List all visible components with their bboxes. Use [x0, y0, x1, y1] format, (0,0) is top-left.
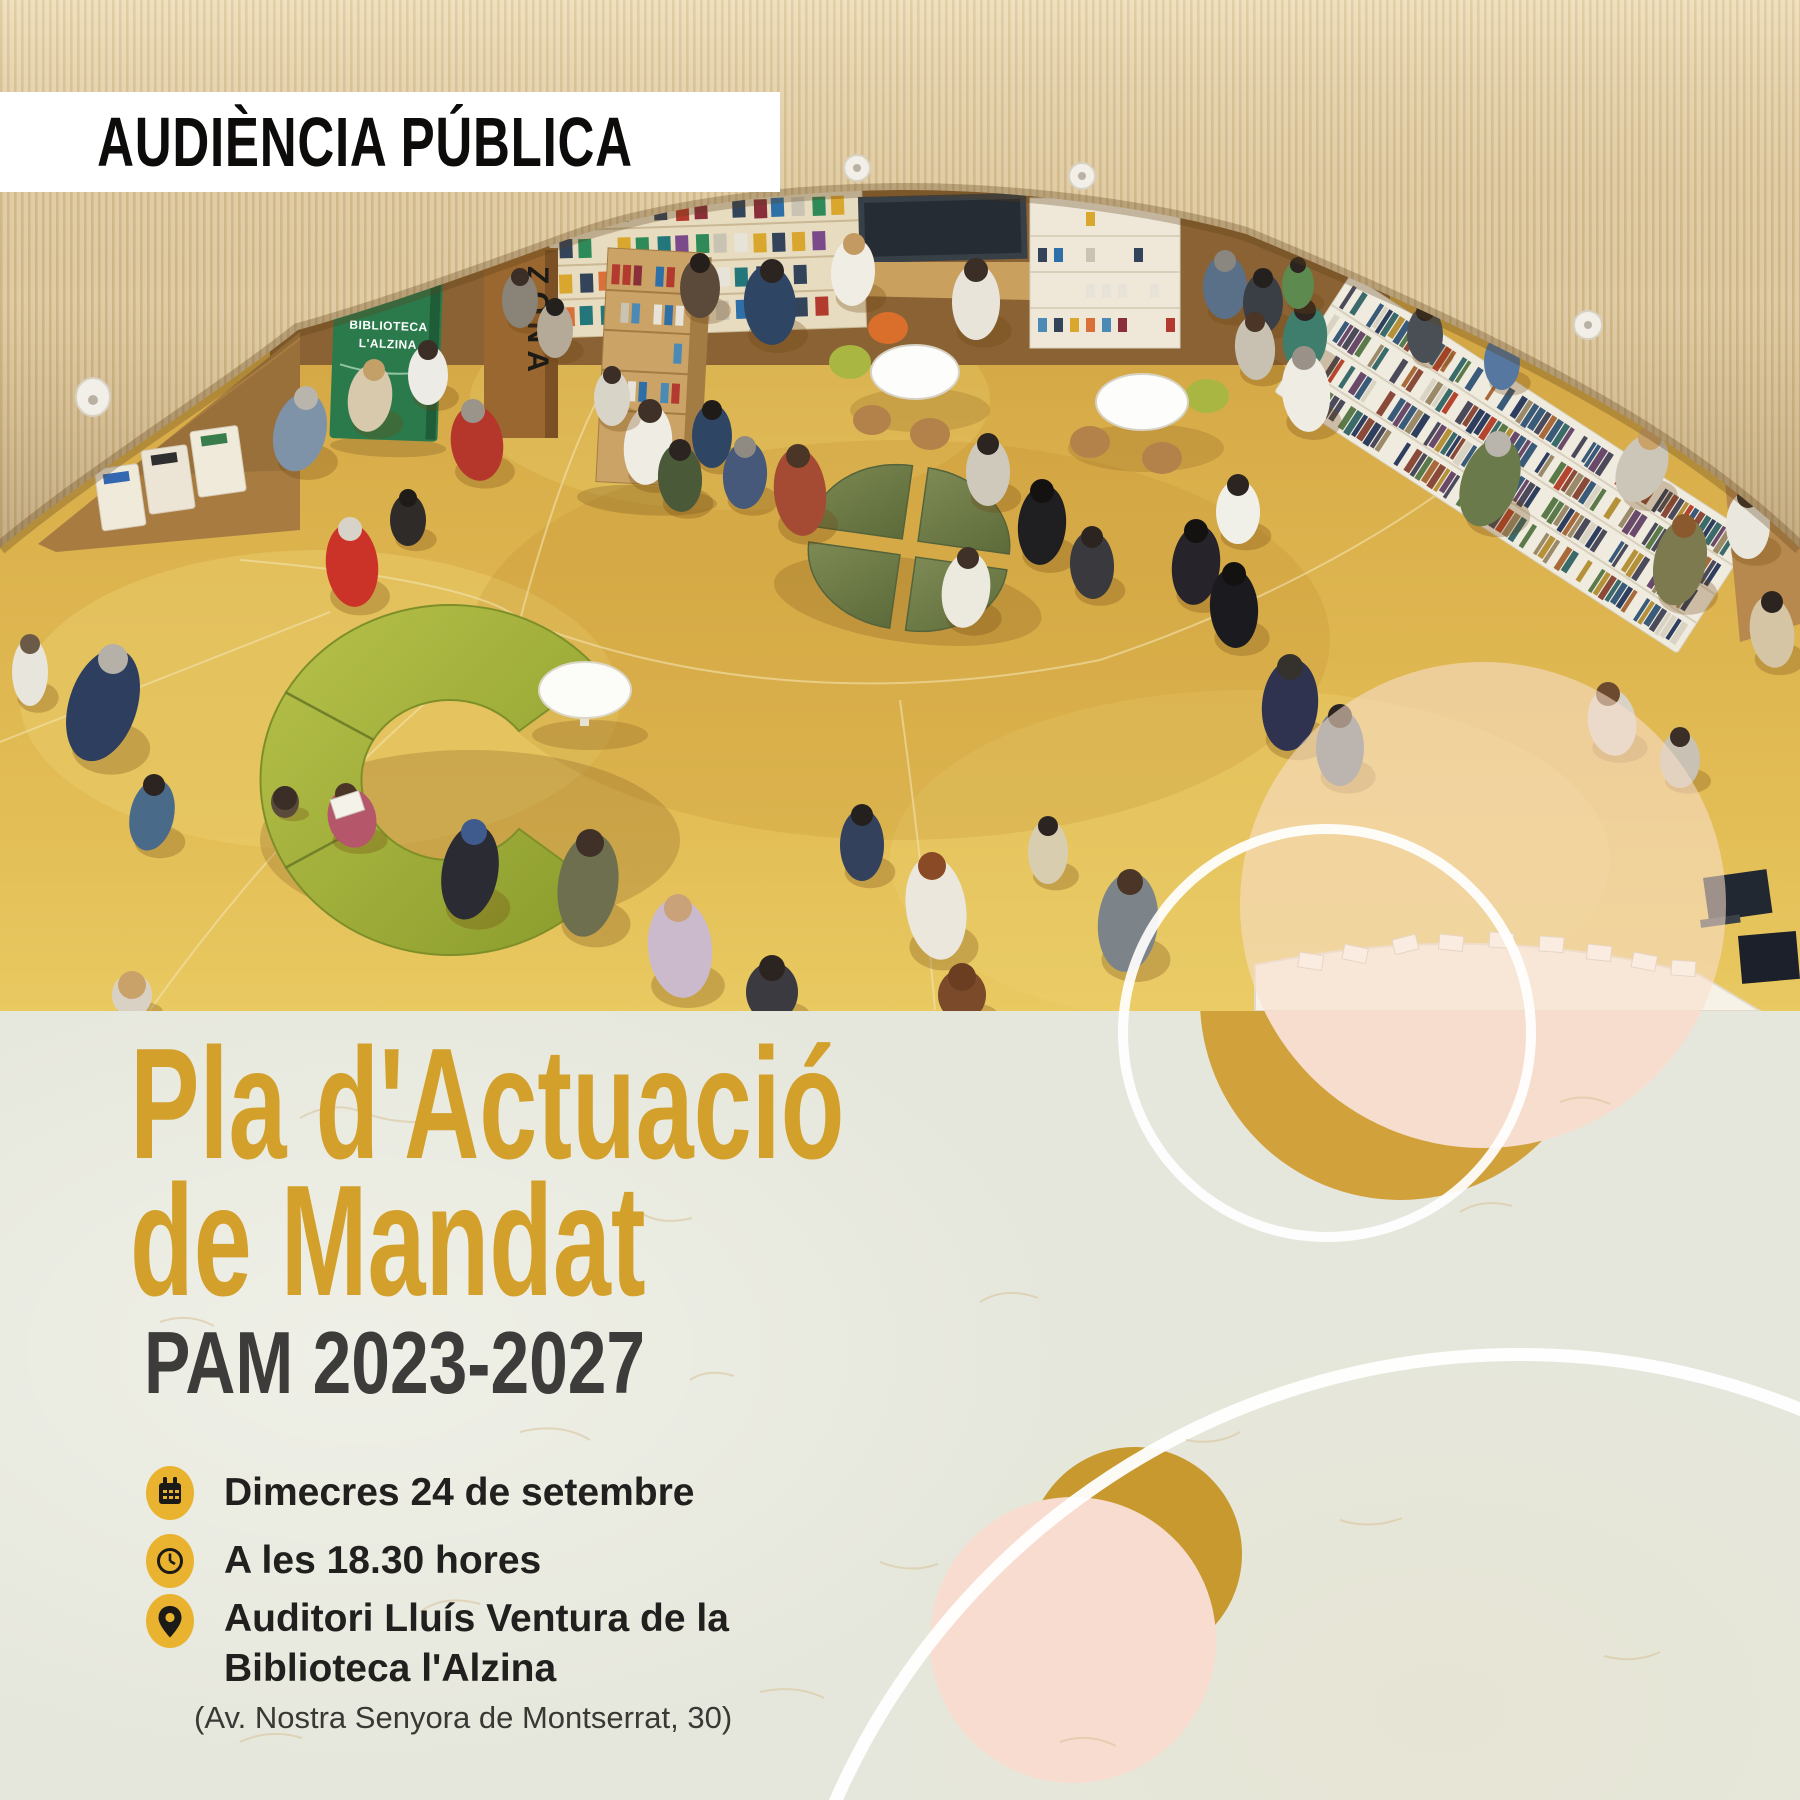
detail-location: [146, 1594, 732, 1736]
detail-date-label: Dimecres 24 de setembre: [224, 1471, 695, 1515]
library-banner-line2: L'ALZINA: [358, 335, 418, 352]
location-pin-icon: [146, 1594, 194, 1648]
poster-content: [0, 1011, 1800, 1800]
detail-time: [146, 1534, 541, 1588]
detail-date: [146, 1466, 694, 1520]
page-title: [130, 1016, 845, 1330]
title-line-1: Pla d'Actuació: [130, 1016, 845, 1192]
library-banner-line1: BIBLIOTECA: [349, 317, 428, 335]
banner-label: AUDIÈNCIA PÚBLICA: [97, 103, 633, 181]
video-screen: [858, 193, 1028, 263]
calendar-icon: [146, 1466, 194, 1520]
subtitle-pam: PAM 2023-2027: [144, 1313, 646, 1412]
detail-time-label: A les 18.30 hores: [224, 1539, 542, 1583]
public-hearing-banner: [0, 92, 780, 192]
clock-icon: [146, 1534, 194, 1588]
detail-location-address: (Av. Nostra Senyora de Montserrat, 30): [194, 1699, 733, 1735]
title-line-2: de Mandat: [130, 1153, 646, 1330]
detail-location-label: Auditori Lluís Ventura de la Biblioteca l'Alzina: [224, 1597, 729, 1690]
